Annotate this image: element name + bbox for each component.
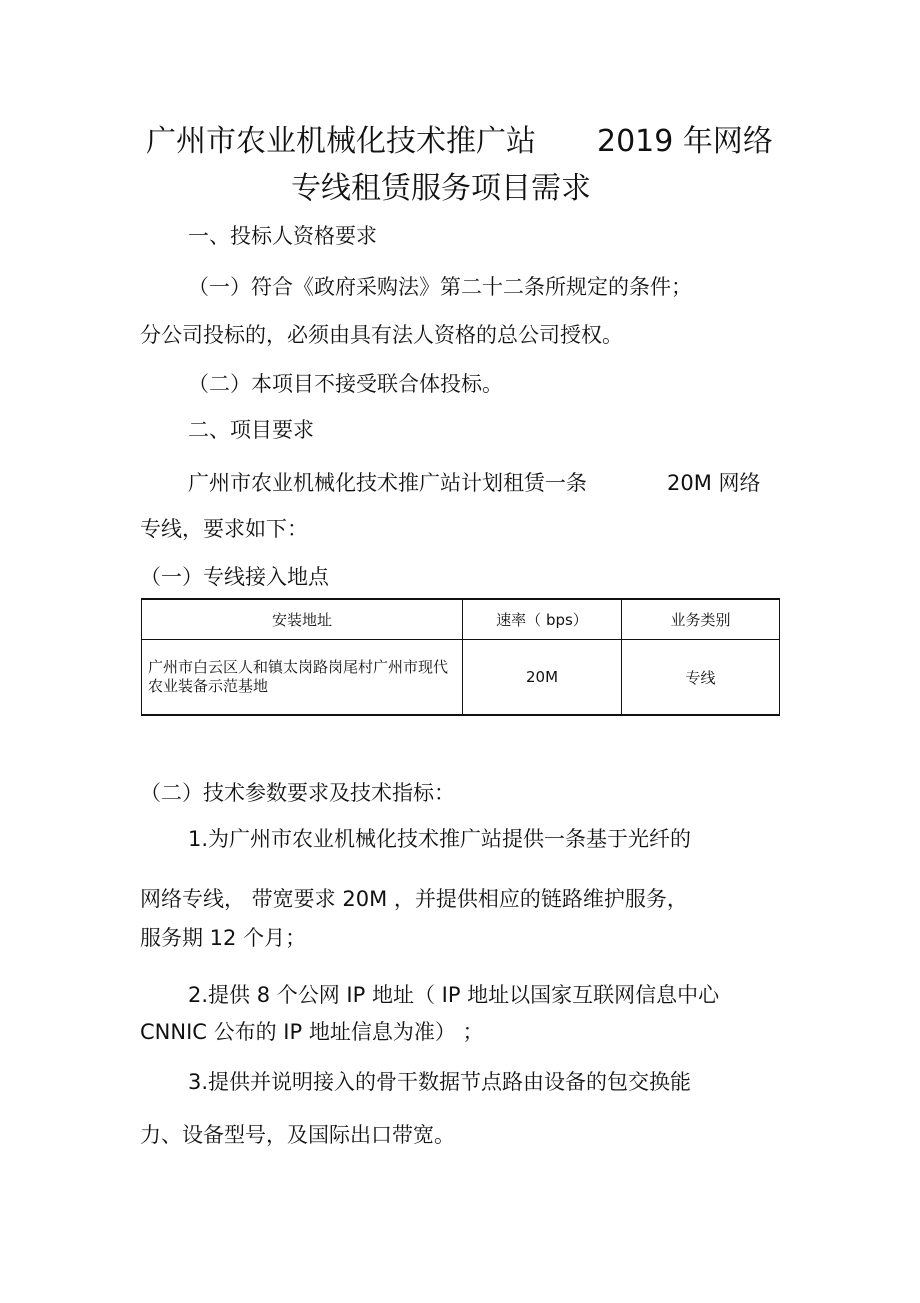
header-install-address: 安装地址 [142,599,463,640]
req1-line1: 1.为广州市农业机械化技术推广站提供一条基于光纤的 [188,827,692,851]
section1-heading: 一、投标人资格要求 [188,224,377,248]
s2-sub2-heading: （二）技术参数要求及技术指标： [140,781,455,805]
cell-service-type: 专线 [622,640,780,716]
s1-item2: （二）本项目不接受联合体投标。 [188,372,503,396]
cell-speed: 20M [463,640,622,716]
req2-line1: 2.提供 8 个公网 IP 地址（ IP 地址以国家互联网信息中心 [188,983,720,1007]
s2-intro-part2: 20M 网络 [667,471,761,495]
access-location-table [141,598,779,715]
req3-line2: 力、设备型号，及国际出口带宽。 [140,1123,455,1147]
req1-line2: 网络专线， 带宽要求 20M ，并提供相应的链路维护服务， [140,887,688,911]
document-title-line1-part2: 2019 年网络 [597,124,773,159]
header-service-type: 业务类别 [622,599,780,640]
req2-line2: CNNIC 公布的 IP 地址信息为准） ； [140,1020,484,1044]
req1-line3: 服务期 12 个月； [140,926,307,950]
cell-install-address: 广州市白云区人和镇太岗路岗尾村广州市现代农业装备示范基地 [142,640,463,716]
header-speed: 速率（ bps） [463,599,622,640]
table-row [142,640,780,716]
s2-intro-part1: 广州市农业机械化技术推广站计划租赁一条 [188,471,587,495]
document-title-line2: 专线租赁服务项目需求 [291,171,591,206]
s1-item1-line1: （一）符合《政府采购法》第二十二条所规定的条件； [188,275,692,299]
req3-line1: 3.提供并说明接入的骨干数据节点路由设备的包交换能 [188,1070,692,1094]
document-title-line1-part1: 广州市农业机械化技术推广站 [146,124,536,159]
table [141,598,780,716]
section2-heading: 二、项目要求 [188,418,314,442]
s2-intro-line2: 专线，要求如下： [140,517,308,541]
s2-sub1-heading: （一）专线接入地点 [140,565,329,589]
table-header-row [142,599,780,640]
s1-item1-line2: 分公司投标的，必须由具有法人资格的总公司授权。 [140,323,623,347]
